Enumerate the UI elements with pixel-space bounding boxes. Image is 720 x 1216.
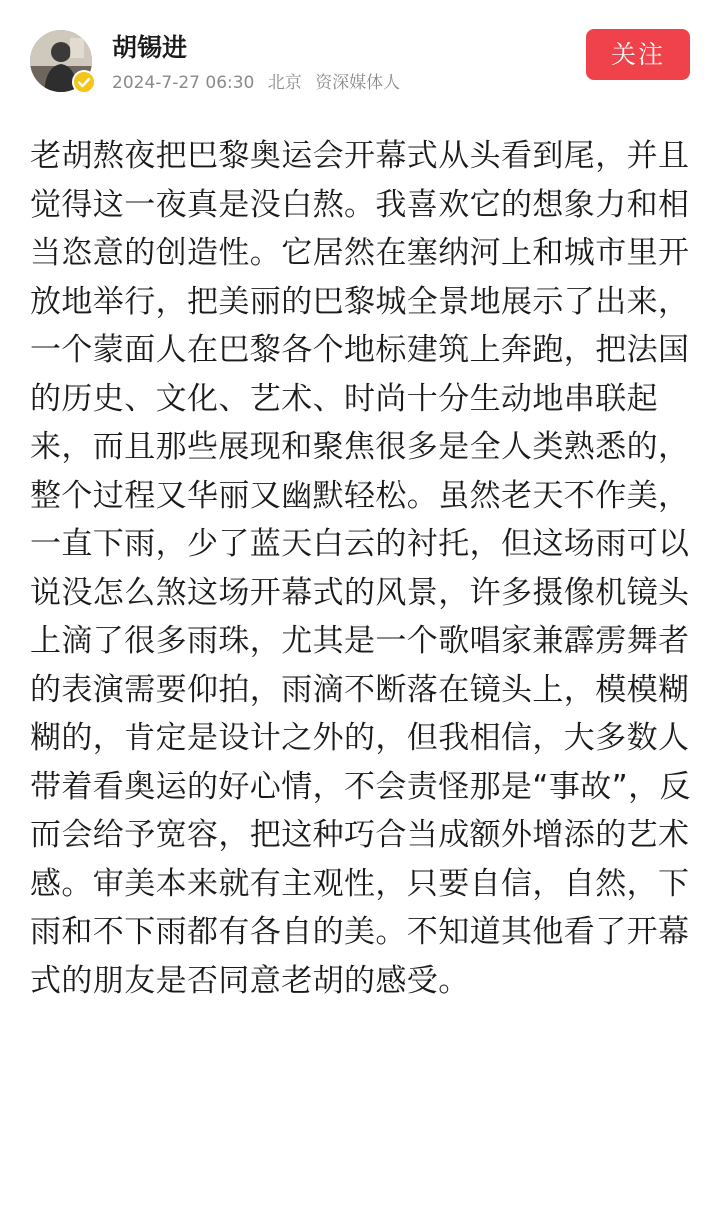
post-header — [0, 0, 720, 110]
post-location: 北京 — [267, 73, 302, 93]
post-body: 老胡熬夜把巴黎奥运会开幕式从头看到尾，并且觉得这一夜真是没白熬。我喜欢它的想象力和相当恣意的创造性。它居然在塞纳河上和城市里开放地举行，把美丽的巴黎城全景地展示了出来，一个蒙面人在巴黎各个地标建筑上奔跑，把法国的历史、文化、艺术、时尚十分生动地串联起来，而且那些展现和聚焦很多是全人类熟悉的，整个过程又华丽又幽默轻松。虽然老天不作美，一直下雨，少了蓝天白云的衬托，但这场雨可以说没怎么煞这场开幕式的风景，许多摄像机镜头上滴了很多雨珠，尤其是一个歌唱家兼霹雳舞者的表演需要仰拍，雨滴不断落在镜头上，模模糊糊的，肯定是设计之外的，但我相信，大多数人带着看奥运的好心情，不会责怪那是“事故”，反而会给予宽容，把这种巧合当成额外增添的艺术感。审美本来就有主观性，只要自信，自然，下雨和不下雨都有各自的美。不知道其他看了开幕式的朋友是否同意老胡的感受。 — [30, 138, 691, 999]
author-title: 资深媒体人 — [315, 73, 401, 93]
post-datetime: 2024-7-27 06:30 — [112, 73, 255, 93]
follow-button[interactable]: 关注 — [586, 29, 690, 80]
author-name[interactable]: 胡锡进 — [112, 33, 188, 62]
verified-badge-icon — [72, 70, 96, 94]
post-meta — [112, 72, 408, 94]
